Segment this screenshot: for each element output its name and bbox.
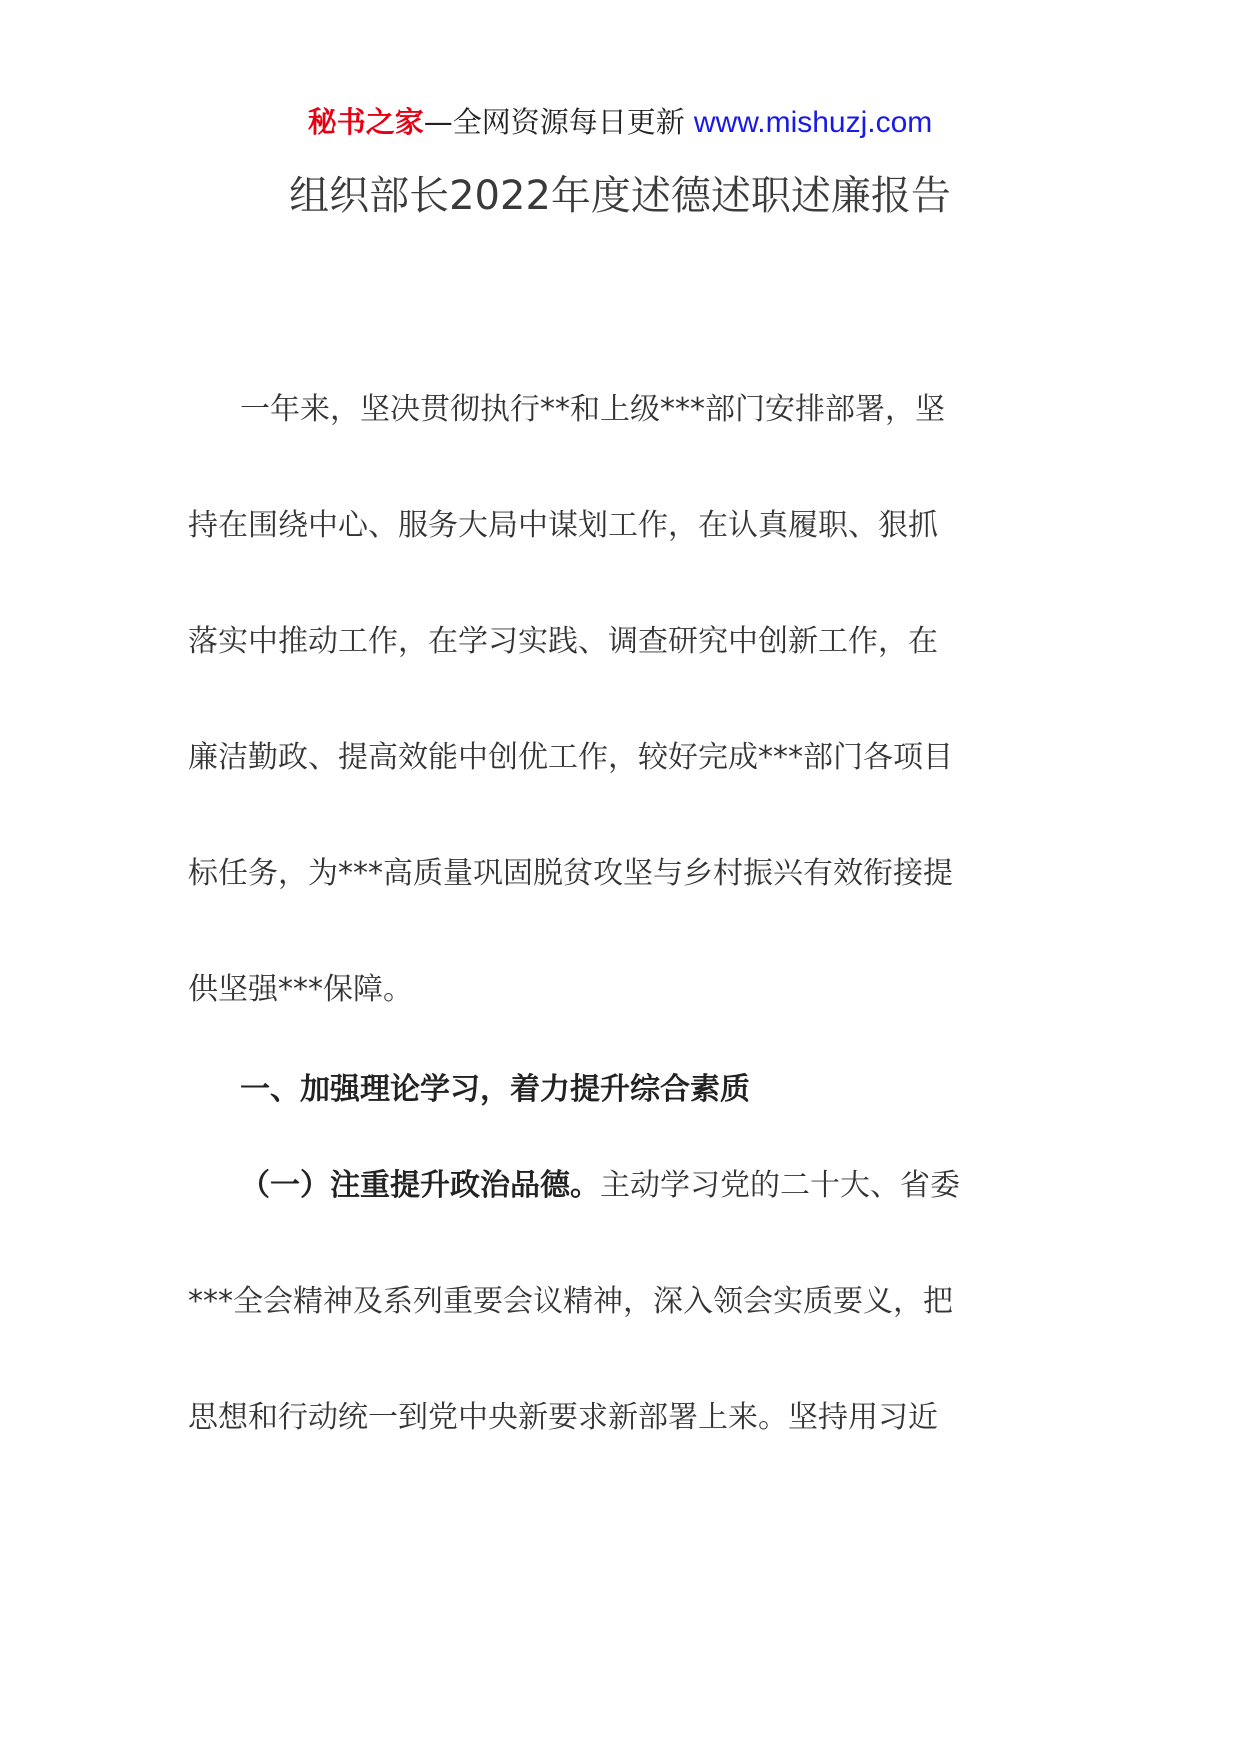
paragraph-1-line-4: 廉洁勤政、提高效能中创优工作，较好完成***部门各项目: [188, 740, 953, 775]
section-1-heading: 一、加强理论学习，着力提升综合素质: [240, 1072, 750, 1107]
subsection-1-line-3: 思想和行动统一到党中央新要求新部署上来。坚持用习近: [188, 1400, 938, 1435]
subsection-1-line-2: ***全会精神及系列重要会议精神，深入领会实质要义，把: [188, 1284, 953, 1319]
subsection-1-title: （一）注重提升政治品德。: [240, 1168, 600, 1203]
paragraph-1-line-1: 一年来，坚决贯彻执行**和上级***部门安排部署，坚: [240, 392, 945, 427]
paragraph-1-line-2: 持在围绕中心、服务大局中谋划工作，在认真履职、狠抓: [188, 508, 938, 543]
subsection-1-line-1: [240, 1166, 960, 1206]
document-title: 组织部长2022年度述德述职述廉报告: [289, 173, 951, 219]
paragraph-1-line-5: 标任务，为***高质量巩固脱贫攻坚与乡村振兴有效衔接提: [188, 856, 953, 891]
site-url-link[interactable]: www.mishuzj.com: [693, 106, 933, 139]
header-slogan: —全网资源每日更新: [423, 105, 694, 139]
site-header: [0, 102, 1240, 143]
paragraph-1-line-3: 落实中推动工作，在学习实践、调查研究中创新工作，在: [188, 624, 938, 659]
paragraph-1-line-6: 供坚强***保障。: [188, 972, 413, 1007]
brand-name: 秘书之家: [307, 105, 424, 139]
subsection-1-line-1-rest: 主动学习党的二十大、省委: [600, 1168, 960, 1203]
